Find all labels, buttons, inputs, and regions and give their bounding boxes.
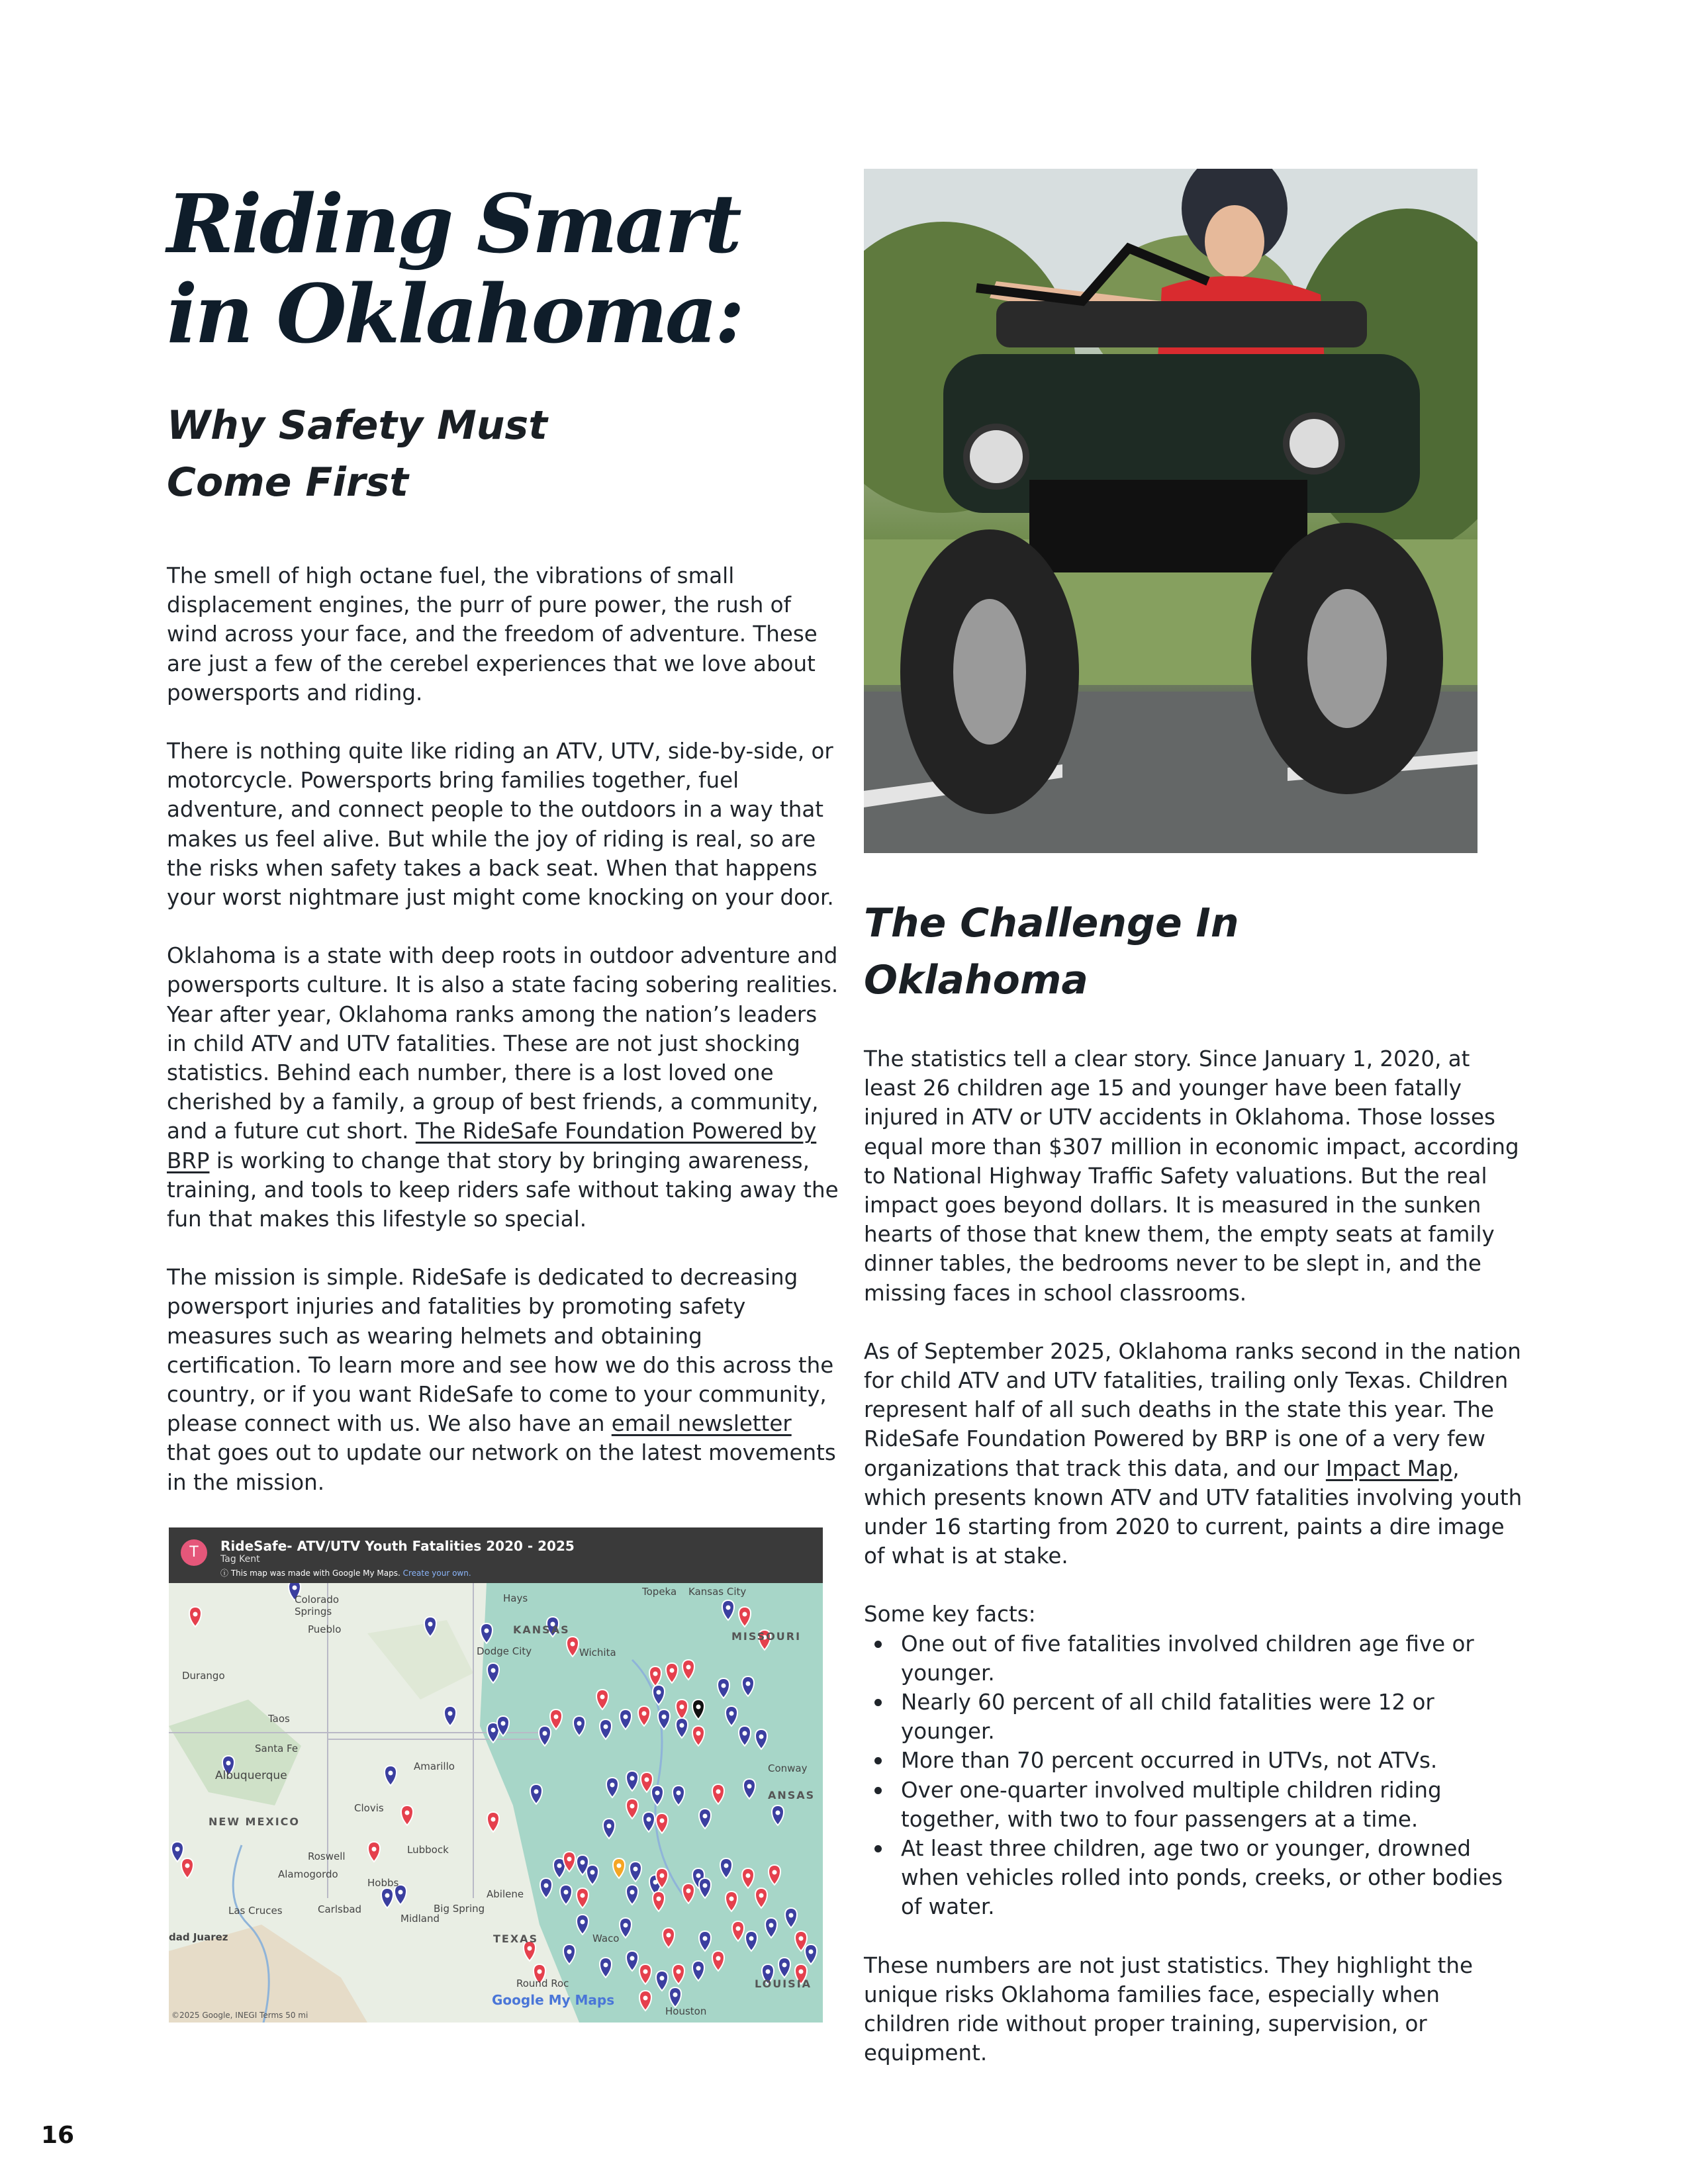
paragraph-text: is working to change that story by bringing awareness, training, and tools to keep riders safe without taking away the fun that makes this lifestyle so special. [167, 1148, 839, 1232]
map-pin-icon[interactable] [653, 1891, 665, 1911]
list-item: Nearly 60 percent of all child fatalities were 12 or younger. [864, 1688, 1526, 1746]
map-label-round-rock: Round Roc [516, 1978, 569, 1989]
map-pin-icon[interactable] [673, 1786, 684, 1805]
paragraph-text: As of September 2025, Oklahoma ranks second in the nation for child ATV and UTV fatalities, trailing only Texas. Children represent half of all such deaths in the state this year. The RideSafe Foundation Powered by BRP is one of a very few organizations that track this data, and our [864, 1338, 1521, 1481]
map-pin-icon[interactable] [626, 1885, 638, 1905]
map-pin-icon[interactable] [772, 1805, 784, 1825]
atv-rider-photo [864, 169, 1477, 853]
map-note-text: This map was made with Google My Maps. [230, 1569, 403, 1578]
title-line-1: Riding Smart [167, 176, 739, 271]
map-pin-icon[interactable] [669, 1987, 681, 2007]
list-item: Over one-quarter involved multiple children riding together, with two to four passengers at a time. [864, 1776, 1526, 1834]
map-label-topeka: Topeka [642, 1586, 677, 1598]
map-pin-icon[interactable] [487, 1663, 499, 1683]
map-pin-icon[interactable] [540, 1878, 552, 1898]
map-pin-icon[interactable] [381, 1888, 393, 1908]
impact-map-link[interactable]: Impact Map [1325, 1455, 1453, 1481]
map-label-santa-fe: Santa Fe [255, 1743, 299, 1754]
paragraph-text: Oklahoma is a state with deep roots in outdoor adventure and powersports culture. It is also a state facing sobering realities. Year after year, Oklahoma ranks among the nation’s leaders in child ATV and UTV fatalities. These are not just shocking statistics. Behind each number, there is a lost loved one cherished by a family, a group of best friends, a community, and a future cut short. [167, 943, 839, 1144]
left-column [167, 561, 842, 1526]
map-pin-icon[interactable] [712, 1784, 724, 1804]
map-pin-icon[interactable] [692, 1726, 704, 1746]
map-label-clovis: Clovis [354, 1802, 384, 1814]
info-icon: ⓘ [220, 1569, 231, 1578]
map-pin-icon[interactable] [181, 1858, 193, 1878]
map-pin-icon[interactable] [626, 1799, 638, 1819]
map-label-lubbock: Lubbock [407, 1844, 449, 1856]
map-pin-icon[interactable] [171, 1842, 183, 1862]
map-label-dodge-city: Dodge City [477, 1645, 532, 1657]
map-pin-icon[interactable] [550, 1709, 562, 1729]
subtitle-line-2: Come First [167, 459, 408, 506]
map-pin-icon[interactable] [653, 1685, 665, 1705]
map-pin-icon[interactable] [692, 1961, 704, 1981]
map-pin-icon[interactable] [600, 1719, 612, 1739]
map-pin-icon[interactable] [638, 1706, 650, 1726]
google-logo: Google My Maps [492, 1992, 615, 2008]
map-pin-icon[interactable] [424, 1617, 436, 1637]
map-pin-icon[interactable] [692, 1700, 704, 1719]
map-pin-icon[interactable] [649, 1666, 661, 1686]
map-pin-icon[interactable] [626, 1951, 638, 1971]
map-pin-icon[interactable] [765, 1918, 777, 1938]
map-label-roswell: Roswell [308, 1850, 346, 1862]
map-pin-icon[interactable] [726, 1891, 737, 1911]
ridesafe-foundation-link[interactable]: The RideSafe Foundation Powered by BRP [167, 1118, 817, 1173]
list-item: At least three children, age two or younger, drowned when vehicles rolled into ponds, creeks, or other bodies of water. [864, 1834, 1526, 1922]
map-header-bar [169, 1527, 823, 1583]
map-pin-icon[interactable] [630, 1862, 641, 1882]
map-pin-icon[interactable] [620, 1709, 632, 1729]
map-label-hays: Hays [503, 1592, 528, 1604]
map-pin-icon[interactable] [481, 1623, 492, 1643]
list-item: One out of five fatalities involved children age five or younger. [864, 1629, 1526, 1688]
map-pin-icon[interactable] [626, 1771, 638, 1791]
map-label-kansas-city: Kansas City [688, 1586, 747, 1598]
map-pin-icon[interactable] [189, 1607, 201, 1627]
map-label-alamogordo: Alamogordo [278, 1868, 338, 1880]
paragraph: The statistics tell a clear story. Since January 1, 2020, at least 26 children age 15 and younger have been fatally injured in ATV or UTV accidents in Oklahoma. Those losses equal more than $307 million in economic impact, according to National Highway Traffic Safety valuations. But the real impact goes beyond dollars. It is measured in the sunken hearts of those that knew them, the empty seats at family dinner tables, the bedrooms never to be slept in, and the missing faces in school classrooms. [864, 1046, 1519, 1306]
map-pin-icon[interactable] [712, 1951, 724, 1971]
facts-intro: Some key facts: [864, 1602, 1036, 1627]
map-label-big-spring: Big Spring [434, 1903, 485, 1915]
section-heading-challenge [864, 895, 1460, 1009]
list-item: More than 70 percent occurred in UTVs, not ATVs. [864, 1746, 1526, 1775]
impact-map-image[interactable] [169, 1527, 823, 2023]
map-pin-icon[interactable] [586, 1865, 598, 1885]
map-pin-icon[interactable] [639, 1964, 651, 1984]
map-label-louisiana: LOUISIA [755, 1978, 812, 1990]
map-pin-icon[interactable] [739, 1607, 751, 1627]
map-attribution[interactable]: ©2025 Google, INEGI Terms 50 mi [171, 2011, 308, 2020]
map-pin-icon[interactable] [722, 1600, 734, 1620]
article-title [167, 176, 829, 361]
paragraph [864, 1337, 1526, 1571]
page-number: 16 [41, 2122, 75, 2149]
map-pin-icon[interactable] [673, 1964, 684, 1984]
map-pin-icon[interactable] [699, 1809, 711, 1829]
map-pin-icon[interactable] [613, 1858, 625, 1878]
map-label-abilene: Abilene [487, 1888, 524, 1900]
map-pin-icon[interactable] [656, 1813, 668, 1833]
map-author: Tag Kent [220, 1554, 260, 1565]
map-label-new-mexico: NEW MEXICO [209, 1815, 301, 1828]
map-label-missouri: MISSOURI [731, 1630, 802, 1643]
subtitle-line-1: Why Safety Must [167, 402, 547, 449]
map-pin-icon[interactable] [699, 1931, 711, 1951]
map-label-arkansas: ANSAS [768, 1789, 816, 1801]
map-pin-icon[interactable] [805, 1944, 817, 1964]
map-label-houston: Houston [665, 2005, 707, 2017]
map-pin-icon[interactable] [742, 1868, 754, 1888]
map-pin-icon[interactable] [739, 1726, 751, 1746]
map-pin-icon[interactable] [444, 1706, 456, 1726]
paragraph: These numbers are not just statistics. They highlight the unique risks Oklahoma families face, especially when children ride without proper training, supervision, or equipment. [864, 1952, 1473, 2066]
map-pin-icon[interactable] [596, 1690, 608, 1709]
map-label-wichita: Wichita [579, 1647, 616, 1659]
map-label-hobbs: Hobbs [367, 1877, 399, 1889]
map-pin-icon[interactable] [639, 1991, 651, 2011]
paragraph-text: that goes out to update our network on the latest movements in the mission. [167, 1440, 836, 1495]
map-pin-icon[interactable] [643, 1812, 655, 1832]
map-pin-icon[interactable] [718, 1678, 729, 1698]
map-pin-icon[interactable] [682, 1884, 694, 1903]
map-pin-icon[interactable] [656, 1971, 668, 1991]
title-line-2: in Oklahoma: [167, 266, 742, 361]
article-subtitle [167, 397, 696, 511]
map-pin-icon[interactable] [743, 1779, 755, 1799]
map-label-conway: Conway [768, 1762, 808, 1774]
map-label-amarillo: Amarillo [414, 1760, 455, 1772]
map-label-texas: TEXAS [493, 1933, 539, 1945]
map-label-kansas: KANSAS [513, 1623, 570, 1636]
map-pin-icon[interactable] [560, 1885, 572, 1905]
right-column [864, 1044, 1526, 2097]
map-pin-icon[interactable] [577, 1888, 588, 1908]
paragraph: The smell of high octane fuel, the vibrations of small displacement engines, the purr of pure power, the rush of wind across your face, and the freedom of adventure. These are just a few of the cerebel experiences that we love about powersports and riding. [167, 563, 818, 705]
map-pin-icon[interactable] [606, 1778, 618, 1797]
map-pin-icon[interactable] [620, 1918, 632, 1938]
map-label-ciudad-juarez: dad Juarez [169, 1931, 228, 1943]
map-note [220, 1567, 471, 1578]
paragraph-text: , which presents known ATV and UTV fatalities involving youth under 16 starting from 2020 to current, paints a dire image of what is at stake. [864, 1455, 1523, 1569]
map-pin-icon[interactable] [682, 1660, 694, 1680]
map-pin-icon[interactable] [603, 1819, 615, 1839]
map-pin-icon[interactable] [720, 1858, 732, 1878]
section-heading-line-2: Oklahoma [864, 957, 1088, 1003]
map-pin-icon[interactable] [676, 1700, 688, 1719]
paragraph-text: The mission is simple. RideSafe is dedicated to decreasing powersport injuries and fatalities by promoting safety measures such as wearing helmets and obtaining certification. To learn more and see how we do this across the country, or if you want RideSafe to come to your community, please connect with us. We also have an [167, 1265, 834, 1437]
map-pin-icon[interactable] [401, 1805, 413, 1825]
map-avatar[interactable]: T [181, 1539, 207, 1566]
map-pin-icon[interactable] [699, 1878, 711, 1898]
email-newsletter-link[interactable]: email newsletter [611, 1411, 792, 1437]
map-pin-icon[interactable] [530, 1784, 542, 1804]
map-label-durango: Durango [182, 1670, 225, 1682]
map-label-pueblo: Pueblo [308, 1623, 342, 1635]
paragraph: There is nothing quite like riding an ATV, UTV, side-by-side, or motorcycle. Powersports bring families together, fuel adventure, and connect people to the outdoors in a way that makes us feel alive. But while the joy of riding is real, so are the risks when safety takes a back seat. When that happens your worst nightmare just might come knocking on your door. [167, 739, 834, 911]
atv-illustration [864, 169, 1477, 853]
map-pin-icon[interactable] [577, 1915, 588, 1934]
map-label-albuquerque: Albuquerque [215, 1769, 287, 1782]
map-pin-icon[interactable] [663, 1928, 675, 1948]
map-pin-icon[interactable] [785, 1908, 797, 1928]
map-pin-icon[interactable] [539, 1726, 551, 1746]
map-pin-icon[interactable] [385, 1766, 397, 1786]
map-pin-icon[interactable] [732, 1921, 744, 1941]
map-label-colorado-springs: Colorado Springs [295, 1594, 340, 1617]
map-pin-icon[interactable] [745, 1931, 757, 1951]
map-pin-icon[interactable] [573, 1716, 585, 1736]
map-label-midland: Midland [400, 1913, 440, 1925]
map-pin-icon[interactable] [567, 1637, 579, 1657]
key-facts-list [864, 1629, 1526, 1922]
map-pin-icon[interactable] [641, 1772, 653, 1792]
map-title[interactable]: RideSafe- ATV/UTV Youth Fatalities 2020 - 2025 [220, 1538, 575, 1554]
map-pin-icon[interactable] [755, 1729, 767, 1749]
section-heading-line-1: The Challenge In [864, 900, 1239, 946]
map-pin-icon[interactable] [600, 1958, 612, 1978]
map-label-waco: Waco [592, 1933, 620, 1944]
map-pin-icon[interactable] [726, 1706, 737, 1726]
map-pin-icon[interactable] [769, 1865, 780, 1885]
map-pin-icon[interactable] [651, 1786, 663, 1805]
map-pin-icon[interactable] [563, 1944, 575, 1964]
map-pin-icon[interactable] [666, 1663, 678, 1683]
map-pin-icon[interactable] [658, 1709, 670, 1729]
create-your-own-link[interactable]: Create your own. [402, 1569, 471, 1578]
map-pin-icon[interactable] [755, 1888, 767, 1908]
map-pin-icon[interactable] [778, 1958, 790, 1978]
map-pin-icon[interactable] [676, 1718, 688, 1738]
map-pin-icon[interactable] [368, 1842, 380, 1862]
map-pin-icon[interactable] [742, 1676, 754, 1696]
map-label-las-cruces: Las Cruces [228, 1905, 283, 1917]
map-pin-icon[interactable] [487, 1812, 499, 1832]
paragraph [167, 1263, 842, 1497]
map-label-carlsbad: Carlsbad [318, 1903, 362, 1915]
paragraph [167, 941, 842, 1234]
map-label-taos: Taos [268, 1713, 290, 1725]
